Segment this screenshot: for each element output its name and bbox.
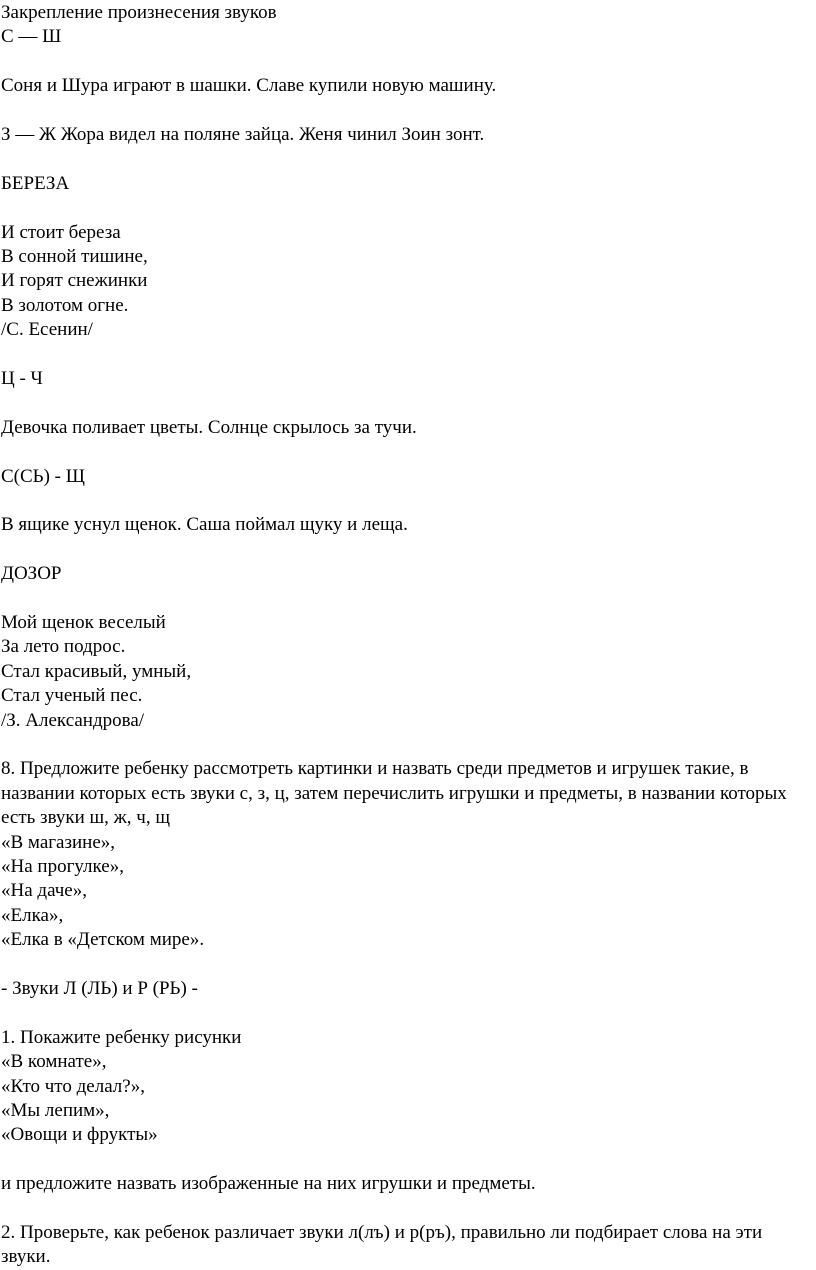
section-heading-s-sh: С — Ш [1,26,62,48]
sentence-z-zh: З — Ж Жора видел на поляне зайца. Женя чинил Зоин зонт. [1,124,485,145]
task-2-text: 2. Проверьте, как ребенок различает звуки л(лъ) и р(ръ), правильно ли подбирает слова на эти звуки. [1,1222,767,1268]
poem-line: И стоит береза [1,221,121,243]
heading-block-l-r [1,977,813,1001]
list-item: «Елка», [1,904,64,926]
paragraph-ts-ch [1,416,813,440]
list-item: «В магазине», [1,831,115,853]
paragraph-s-shch [1,513,813,537]
paragraph-z-zh [1,123,813,147]
list-item: «Овощи и фрукты» [1,1124,158,1146]
poem-dozor [1,611,813,733]
poem-title-bereza: БЕРЕЗА [1,172,70,194]
list-item: «На даче», [1,880,87,902]
heading-block-s-shch [1,465,813,489]
document-title: Закрепление произнесения звуков [1,2,277,23]
task-1-outro-block [1,1172,813,1196]
list-item: «Кто что делал?», [1,1075,145,1097]
list-item: «На прогулке», [1,856,124,878]
poem-line: Мой щенок веселый [1,612,166,633]
poem-title-block-bereza [1,172,813,196]
poem-line: В золотом огне. [1,294,129,316]
task-1-intro: 1. Покажите ребенку рисунки [1,1026,242,1048]
section-heading-s-shch: С(СЬ) - Щ [1,465,85,487]
poem-author: /С. Есенин/ [1,319,93,341]
heading-block-ts-ch [1,367,813,391]
section-heading-ts-ch: Ц - Ч [1,368,43,390]
task-2-block [1,1221,813,1270]
task-1-block [1,1026,813,1148]
task-8-block [1,757,813,952]
list-item: «В комнате», [1,1051,107,1073]
poem-title-block-dozor [1,562,813,586]
poem-line: Стал ученый пес. [1,685,143,707]
poem-author: /З. Александрова/ [1,709,145,731]
sentence-ts-ch: Девочка поливает цветы. Солнце скрылось за тучи. [1,416,417,438]
poem-line: В сонной тишине, [1,246,148,267]
poem-bereza [1,221,813,343]
sentence-s-shch: В ящике уснул щенок. Саша поймал щуку и леща. [1,514,408,536]
task-8-text: 8. Предложите ребенку рассмотреть картинки и назвать среди предметов и игрушек такие, в названии которых есть звуки с, з, ц, затем перечислить игрушки и предметы, в названии которых есть звуки ш, ж, ч, щ [1,758,792,829]
list-item: «Мы лепим», [1,1100,110,1122]
paragraph-s-sh [1,74,813,98]
intro-block [1,1,813,50]
poem-line: За лето подрос. [1,636,126,658]
task-1-outro: и предложите назвать изображенные на них игрушки и предметы. [1,1173,536,1195]
poem-line: И горят снежинки [1,270,148,292]
sentence-s-sh: Соня и Шура играют в шашки. Славе купили новую машину. [1,75,497,97]
section-heading-l-r: - Звуки Л (ЛЬ) и Р (РЬ) - [1,978,198,1000]
poem-title-dozor: ДОЗОР [1,563,62,585]
list-item: «Елка в «Детском мире». [1,929,205,951]
poem-line: Стал красивый, умный, [1,660,192,682]
